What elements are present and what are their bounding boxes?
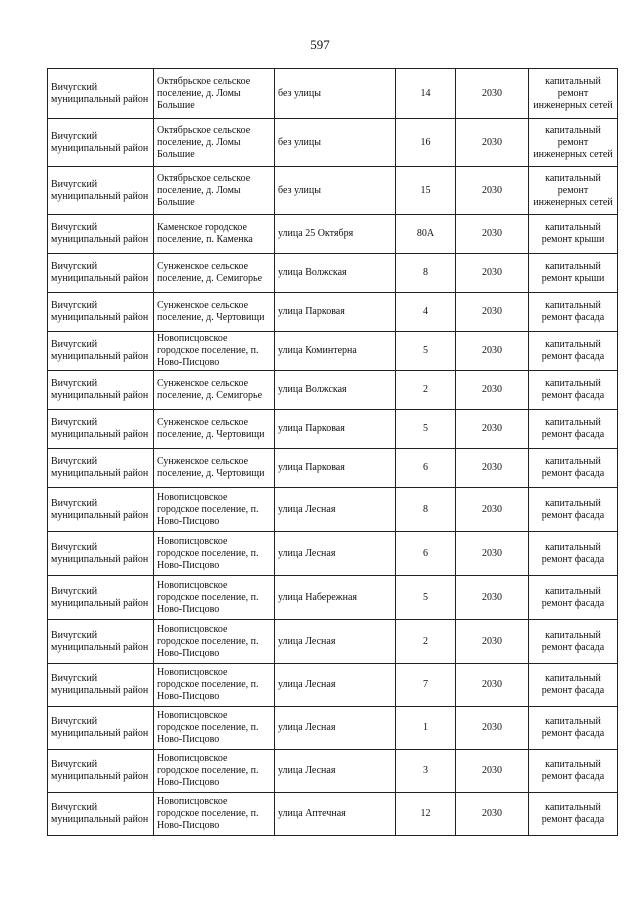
work-type-cell: капитальный ремонт фасада — [529, 750, 618, 793]
house-number-cell: 5 — [396, 576, 456, 620]
year-cell: 2030 — [456, 576, 529, 620]
table-row — [48, 488, 618, 532]
table-row — [48, 664, 618, 707]
work-type-cell: капитальный ремонт крыши — [529, 215, 618, 254]
street-cell: улица 25 Октября — [275, 215, 396, 254]
work-type-cell: капитальный ремонт фасада — [529, 410, 618, 449]
street-cell: улица Лесная — [275, 750, 396, 793]
street-cell: улица Лесная — [275, 620, 396, 664]
page-number: 597 — [310, 37, 330, 52]
settlement-cell: Сунженское сельское поселение, д. Чертовищи — [154, 449, 275, 488]
district-cell: Вичугский муниципальный район — [48, 449, 154, 488]
work-type-cell: капитальный ремонт фасада — [529, 332, 618, 371]
settlement-cell: Новописцовское городское поселение, п. Ново-Писцово — [154, 620, 275, 664]
year-cell: 2030 — [456, 332, 529, 371]
district-cell: Вичугский муниципальный район — [48, 167, 154, 215]
district-cell: Вичугский муниципальный район — [48, 707, 154, 750]
street-cell: улица Лесная — [275, 664, 396, 707]
house-number-cell: 5 — [396, 410, 456, 449]
year-cell: 2030 — [456, 371, 529, 410]
street-cell: без улицы — [275, 167, 396, 215]
table-row — [48, 410, 618, 449]
house-number-cell: 8 — [396, 488, 456, 532]
year-cell: 2030 — [456, 750, 529, 793]
settlement-cell: Новописцовское городское поселение, п. Ново-Писцово — [154, 664, 275, 707]
year-cell: 2030 — [456, 664, 529, 707]
district-cell: Вичугский муниципальный район — [48, 488, 154, 532]
table-row — [48, 69, 618, 119]
housing-repair-table — [47, 68, 618, 836]
street-cell: улица Набережная — [275, 576, 396, 620]
street-cell: улица Лесная — [275, 488, 396, 532]
work-type-cell: капитальный ремонт фасада — [529, 576, 618, 620]
district-cell: Вичугский муниципальный район — [48, 620, 154, 664]
district-cell: Вичугский муниципальный район — [48, 119, 154, 167]
district-cell: Вичугский муниципальный район — [48, 532, 154, 576]
settlement-cell: Каменское городское поселение, п. Каменка — [154, 215, 275, 254]
house-number-cell: 15 — [396, 167, 456, 215]
work-type-cell: капитальный ремонт фасада — [529, 793, 618, 836]
table-row — [48, 750, 618, 793]
work-type-cell: капитальный ремонт инженерных сетей — [529, 69, 618, 119]
settlement-cell: Новописцовское городское поселение, п. Ново-Писцово — [154, 750, 275, 793]
house-number-cell: 16 — [396, 119, 456, 167]
year-cell: 2030 — [456, 488, 529, 532]
year-cell: 2030 — [456, 119, 529, 167]
street-cell: улица Парковая — [275, 293, 396, 332]
district-cell: Вичугский муниципальный район — [48, 293, 154, 332]
settlement-cell: Сунженское сельское поселение, д. Чертовищи — [154, 410, 275, 449]
table-row — [48, 167, 618, 215]
table-row — [48, 254, 618, 293]
house-number-cell: 5 — [396, 332, 456, 371]
settlement-cell: Сунженское сельское поселение, д. Семигорье — [154, 254, 275, 293]
table-row — [48, 793, 618, 836]
district-cell: Вичугский муниципальный район — [48, 215, 154, 254]
settlement-cell: Новописцовское городское поселение, п. Ново-Писцово — [154, 793, 275, 836]
table-row — [48, 449, 618, 488]
street-cell: без улицы — [275, 69, 396, 119]
district-cell: Вичугский муниципальный район — [48, 750, 154, 793]
house-number-cell: 12 — [396, 793, 456, 836]
table-row — [48, 293, 618, 332]
table-row — [48, 332, 618, 371]
settlement-cell: Сунженское сельское поселение, д. Семигорье — [154, 371, 275, 410]
work-type-cell: капитальный ремонт фасада — [529, 488, 618, 532]
table-row — [48, 620, 618, 664]
district-cell: Вичугский муниципальный район — [48, 69, 154, 119]
house-number-cell: 1 — [396, 707, 456, 750]
street-cell: улица Парковая — [275, 410, 396, 449]
settlement-cell: Новописцовское городское поселение, п. Ново-Писцово — [154, 576, 275, 620]
year-cell: 2030 — [456, 293, 529, 332]
settlement-cell: Новописцовское городское поселение, п. Ново-Писцово — [154, 707, 275, 750]
work-type-cell: капитальный ремонт инженерных сетей — [529, 167, 618, 215]
table-row — [48, 707, 618, 750]
work-type-cell: капитальный ремонт фасада — [529, 664, 618, 707]
district-cell: Вичугский муниципальный район — [48, 576, 154, 620]
work-type-cell: капитальный ремонт фасада — [529, 532, 618, 576]
district-cell: Вичугский муниципальный район — [48, 664, 154, 707]
street-cell: улица Волжская — [275, 371, 396, 410]
work-type-cell: капитальный ремонт фасада — [529, 707, 618, 750]
house-number-cell: 2 — [396, 620, 456, 664]
year-cell: 2030 — [456, 167, 529, 215]
house-number-cell: 14 — [396, 69, 456, 119]
house-number-cell: 4 — [396, 293, 456, 332]
settlement-cell: Октябрьское сельское поселение, д. Ломы Большие — [154, 119, 275, 167]
year-cell: 2030 — [456, 69, 529, 119]
settlement-cell: Новописцовское городское поселение, п. Ново-Писцово — [154, 332, 275, 371]
house-number-cell: 2 — [396, 371, 456, 410]
work-type-cell: капитальный ремонт инженерных сетей — [529, 119, 618, 167]
street-cell: улица Аптечная — [275, 793, 396, 836]
year-cell: 2030 — [456, 620, 529, 664]
street-cell: улица Коминтерна — [275, 332, 396, 371]
street-cell: улица Лесная — [275, 707, 396, 750]
house-number-cell: 7 — [396, 664, 456, 707]
street-cell: улица Парковая — [275, 449, 396, 488]
year-cell: 2030 — [456, 215, 529, 254]
table-row — [48, 119, 618, 167]
year-cell: 2030 — [456, 410, 529, 449]
table-row — [48, 215, 618, 254]
house-number-cell: 3 — [396, 750, 456, 793]
year-cell: 2030 — [456, 449, 529, 488]
house-number-cell: 8 — [396, 254, 456, 293]
district-cell: Вичугский муниципальный район — [48, 332, 154, 371]
district-cell: Вичугский муниципальный район — [48, 793, 154, 836]
settlement-cell: Новописцовское городское поселение, п. Ново-Писцово — [154, 532, 275, 576]
street-cell: улица Лесная — [275, 532, 396, 576]
work-type-cell: капитальный ремонт фасада — [529, 293, 618, 332]
district-cell: Вичугский муниципальный район — [48, 371, 154, 410]
house-number-cell: 6 — [396, 532, 456, 576]
settlement-cell: Октябрьское сельское поселение, д. Ломы Большие — [154, 69, 275, 119]
street-cell: улица Волжская — [275, 254, 396, 293]
district-cell: Вичугский муниципальный район — [48, 254, 154, 293]
settlement-cell: Октябрьское сельское поселение, д. Ломы Большие — [154, 167, 275, 215]
house-number-cell: 6 — [396, 449, 456, 488]
table-row — [48, 576, 618, 620]
settlement-cell: Сунженское сельское поселение, д. Чертовищи — [154, 293, 275, 332]
table-row — [48, 532, 618, 576]
table-row — [48, 371, 618, 410]
work-type-cell: капитальный ремонт фасада — [529, 449, 618, 488]
house-number-cell: 80А — [396, 215, 456, 254]
work-type-cell: капитальный ремонт крыши — [529, 254, 618, 293]
year-cell: 2030 — [456, 254, 529, 293]
work-type-cell: капитальный ремонт фасада — [529, 620, 618, 664]
table-body — [48, 69, 618, 836]
street-cell: без улицы — [275, 119, 396, 167]
year-cell: 2030 — [456, 793, 529, 836]
work-type-cell: капитальный ремонт фасада — [529, 371, 618, 410]
year-cell: 2030 — [456, 532, 529, 576]
year-cell: 2030 — [456, 707, 529, 750]
district-cell: Вичугский муниципальный район — [48, 410, 154, 449]
settlement-cell: Новописцовское городское поселение, п. Ново-Писцово — [154, 488, 275, 532]
